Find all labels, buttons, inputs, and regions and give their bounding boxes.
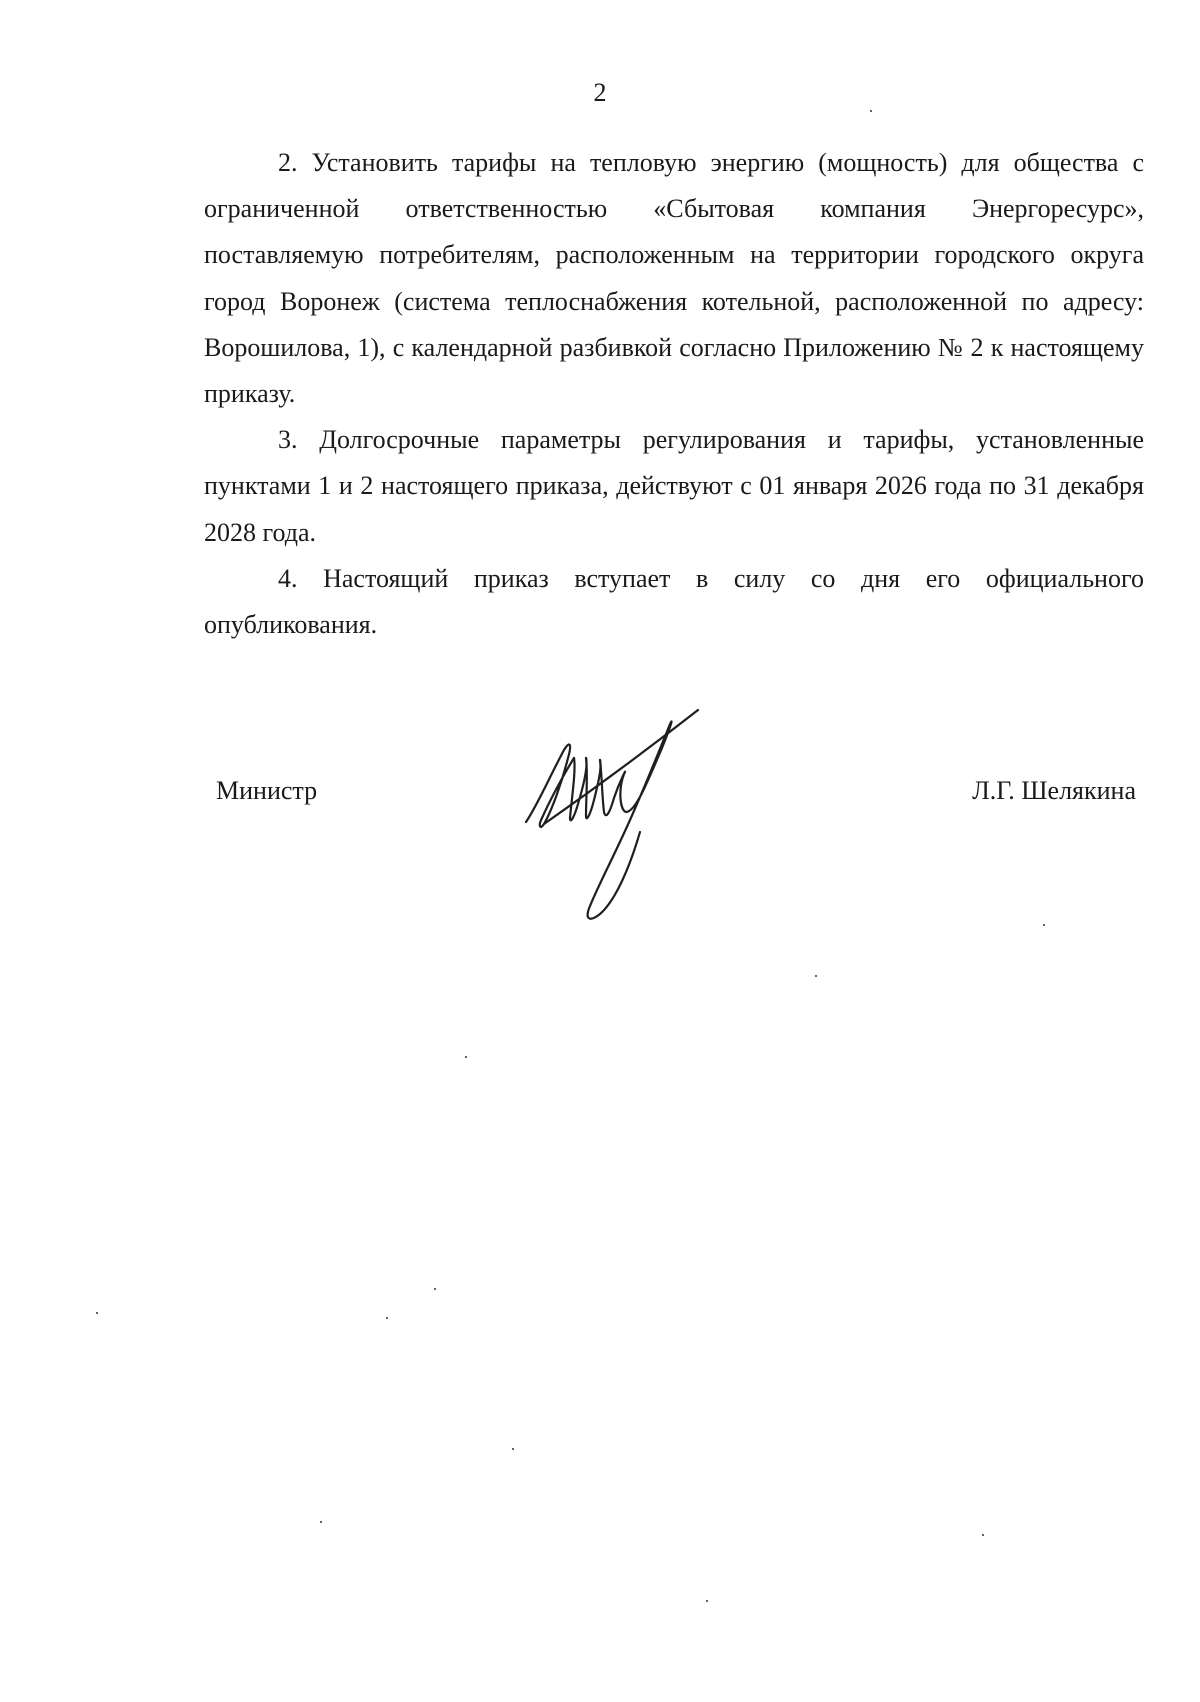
scan-speck xyxy=(386,1317,388,1319)
scan-speck xyxy=(1043,924,1045,926)
page-number: 2 xyxy=(593,78,607,107)
document-body xyxy=(204,140,1144,648)
scan-speck xyxy=(96,1312,98,1314)
scan-speck xyxy=(815,975,817,977)
scan-speck xyxy=(434,1288,436,1290)
paragraph-item-2: 2. Установить тарифы на тепловую энергию (мощность) для общества с ограниченной ответственностью «Сбытовая компания Энергоресурс», поставляемую потребителям, расположенным на территории городского округа город Воронеж (система теплоснабжения котельной, расположенной по адресу: Ворошилова, 1), с календарной разбивкой согласно Приложению № 2 к настоящему приказу. xyxy=(204,148,1144,409)
paragraph-item-4: 4. Настоящий приказ вступает в силу со дня его официального опубликования. xyxy=(204,563,1144,640)
signatory-title: Министр xyxy=(216,776,318,805)
scan-speck xyxy=(320,1521,322,1523)
scan-speck xyxy=(870,110,872,112)
scan-speck xyxy=(706,1600,708,1602)
signatory-name: Л.Г. Шелякина xyxy=(972,776,1136,805)
scan-speck xyxy=(465,1056,467,1058)
handwritten-signature xyxy=(524,700,714,930)
scan-speck xyxy=(512,1448,514,1450)
scan-speck xyxy=(982,1534,984,1536)
paragraph-item-3: 3. Долгосрочные параметры регулирования и тарифы, установленные пунктами 1 и 2 настоящего приказа, действуют с 01 января 2026 года по 31 декабря 2028 года. xyxy=(204,425,1144,547)
